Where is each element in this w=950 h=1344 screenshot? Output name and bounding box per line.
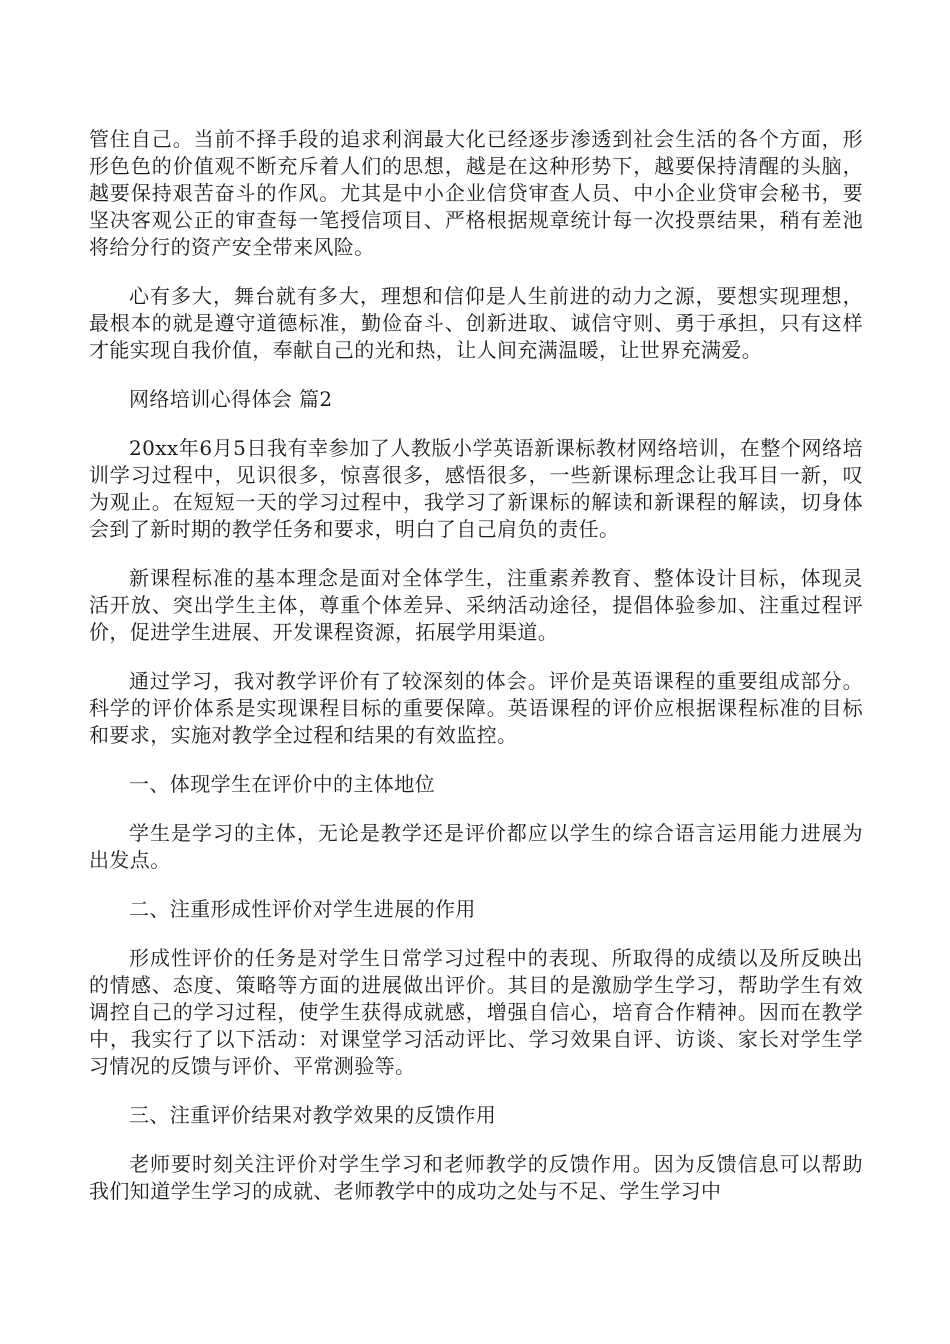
section-title-2: 网络培训心得体会 篇2: [129, 387, 333, 411]
paragraph-1: 管住自己。当前不择手段的追求利润最大化已经逐步渗透到社会生活的各个方面，形形色色的价值观不断充斥着人们的思想，越是在这种形势下，越要保持清醒的头脑，越要保持艰苦奋斗的作风。尤其是中小企业信贷审查人员、中小企业贷审会秘书，要坚决客观公正的审查每一笔授信项目、严格根据规章统计每一次投票结果，稍有差池将给分行的资产安全带来风险。: [89, 127, 863, 259]
paragraph-6: 学生是学习的主体，无论是教学还是评价都应以学生的综合语言运用能力进展为出发点。: [89, 821, 863, 872]
heading-1: 一、体现学生在评价中的主体地位: [129, 772, 435, 796]
paragraph-4: 新课程标准的基本理念是面对全体学生，注重素养教育、整体设计目标，体现灵活开放、突出学生主体，尊重个体差异、采纳活动途径，提倡体验参加、注重过程评价，促进学生进展、开发课程资源，拓展学用渠道。: [89, 566, 863, 644]
heading-2: 二、注重形成性评价对学生进展的作用: [129, 897, 476, 921]
paragraph-5: 通过学习，我对教学评价有了较深刻的体会。评价是英语课程的重要组成部分。科学的评价体系是实现课程目标的重要保障。英语课程的评价应根据课程标准的目标和要求，实施对教学全过程和结果的有效监控。: [89, 669, 863, 747]
paragraph-2: 心有多大，舞台就有多大，理想和信仰是人生前进的动力之源，要想实现理想，最根本的就是遵守道德标准，勤俭奋斗、创新进取、诚信守则、勇于承担，只有这样才能实现自我价值，奉献自己的光和热，让人间充满温暖，让世界充满爱。: [89, 284, 863, 362]
paragraph-7: 形成性评价的任务是对学生日常学习过程中的表现、所取得的成绩以及所反映出的情感、态度、策略等方面的进展做出评价。其目的是激励学生学习，帮助学生有效调控自己的学习过程，使学生获得成就感，增强自信心，培育合作精神。因而在教学中，我实行了以下活动：对课堂学习活动评比、学习效果自评、访谈、家长对学生学习情况的反馈与评价、平常测验等。: [89, 946, 863, 1078]
paragraph-8: 老师要时刻关注评价对学生学习和老师教学的反馈作用。因为反馈信息可以帮助我们知道学生学习的成就、老师教学中的成功之处与不足、学生学习中: [89, 1152, 863, 1203]
document-page: [89, 126, 863, 1227]
heading-3: 三、注重评价结果对教学效果的反馈作用: [129, 1103, 497, 1127]
paragraph-3: 20xx年6月5日我有幸参加了人教版小学英语新课标教材网络培训，在整个网络培训学习过程中，见识很多，惊喜很多，感悟很多，一些新课标理念让我耳目一新，叹为观止。在短短一天的学习过程中，我学习了新课标的解读和新课程的解读，切身体会到了新时期的教学任务和要求，明白了自己肩负的责任。: [89, 436, 863, 541]
